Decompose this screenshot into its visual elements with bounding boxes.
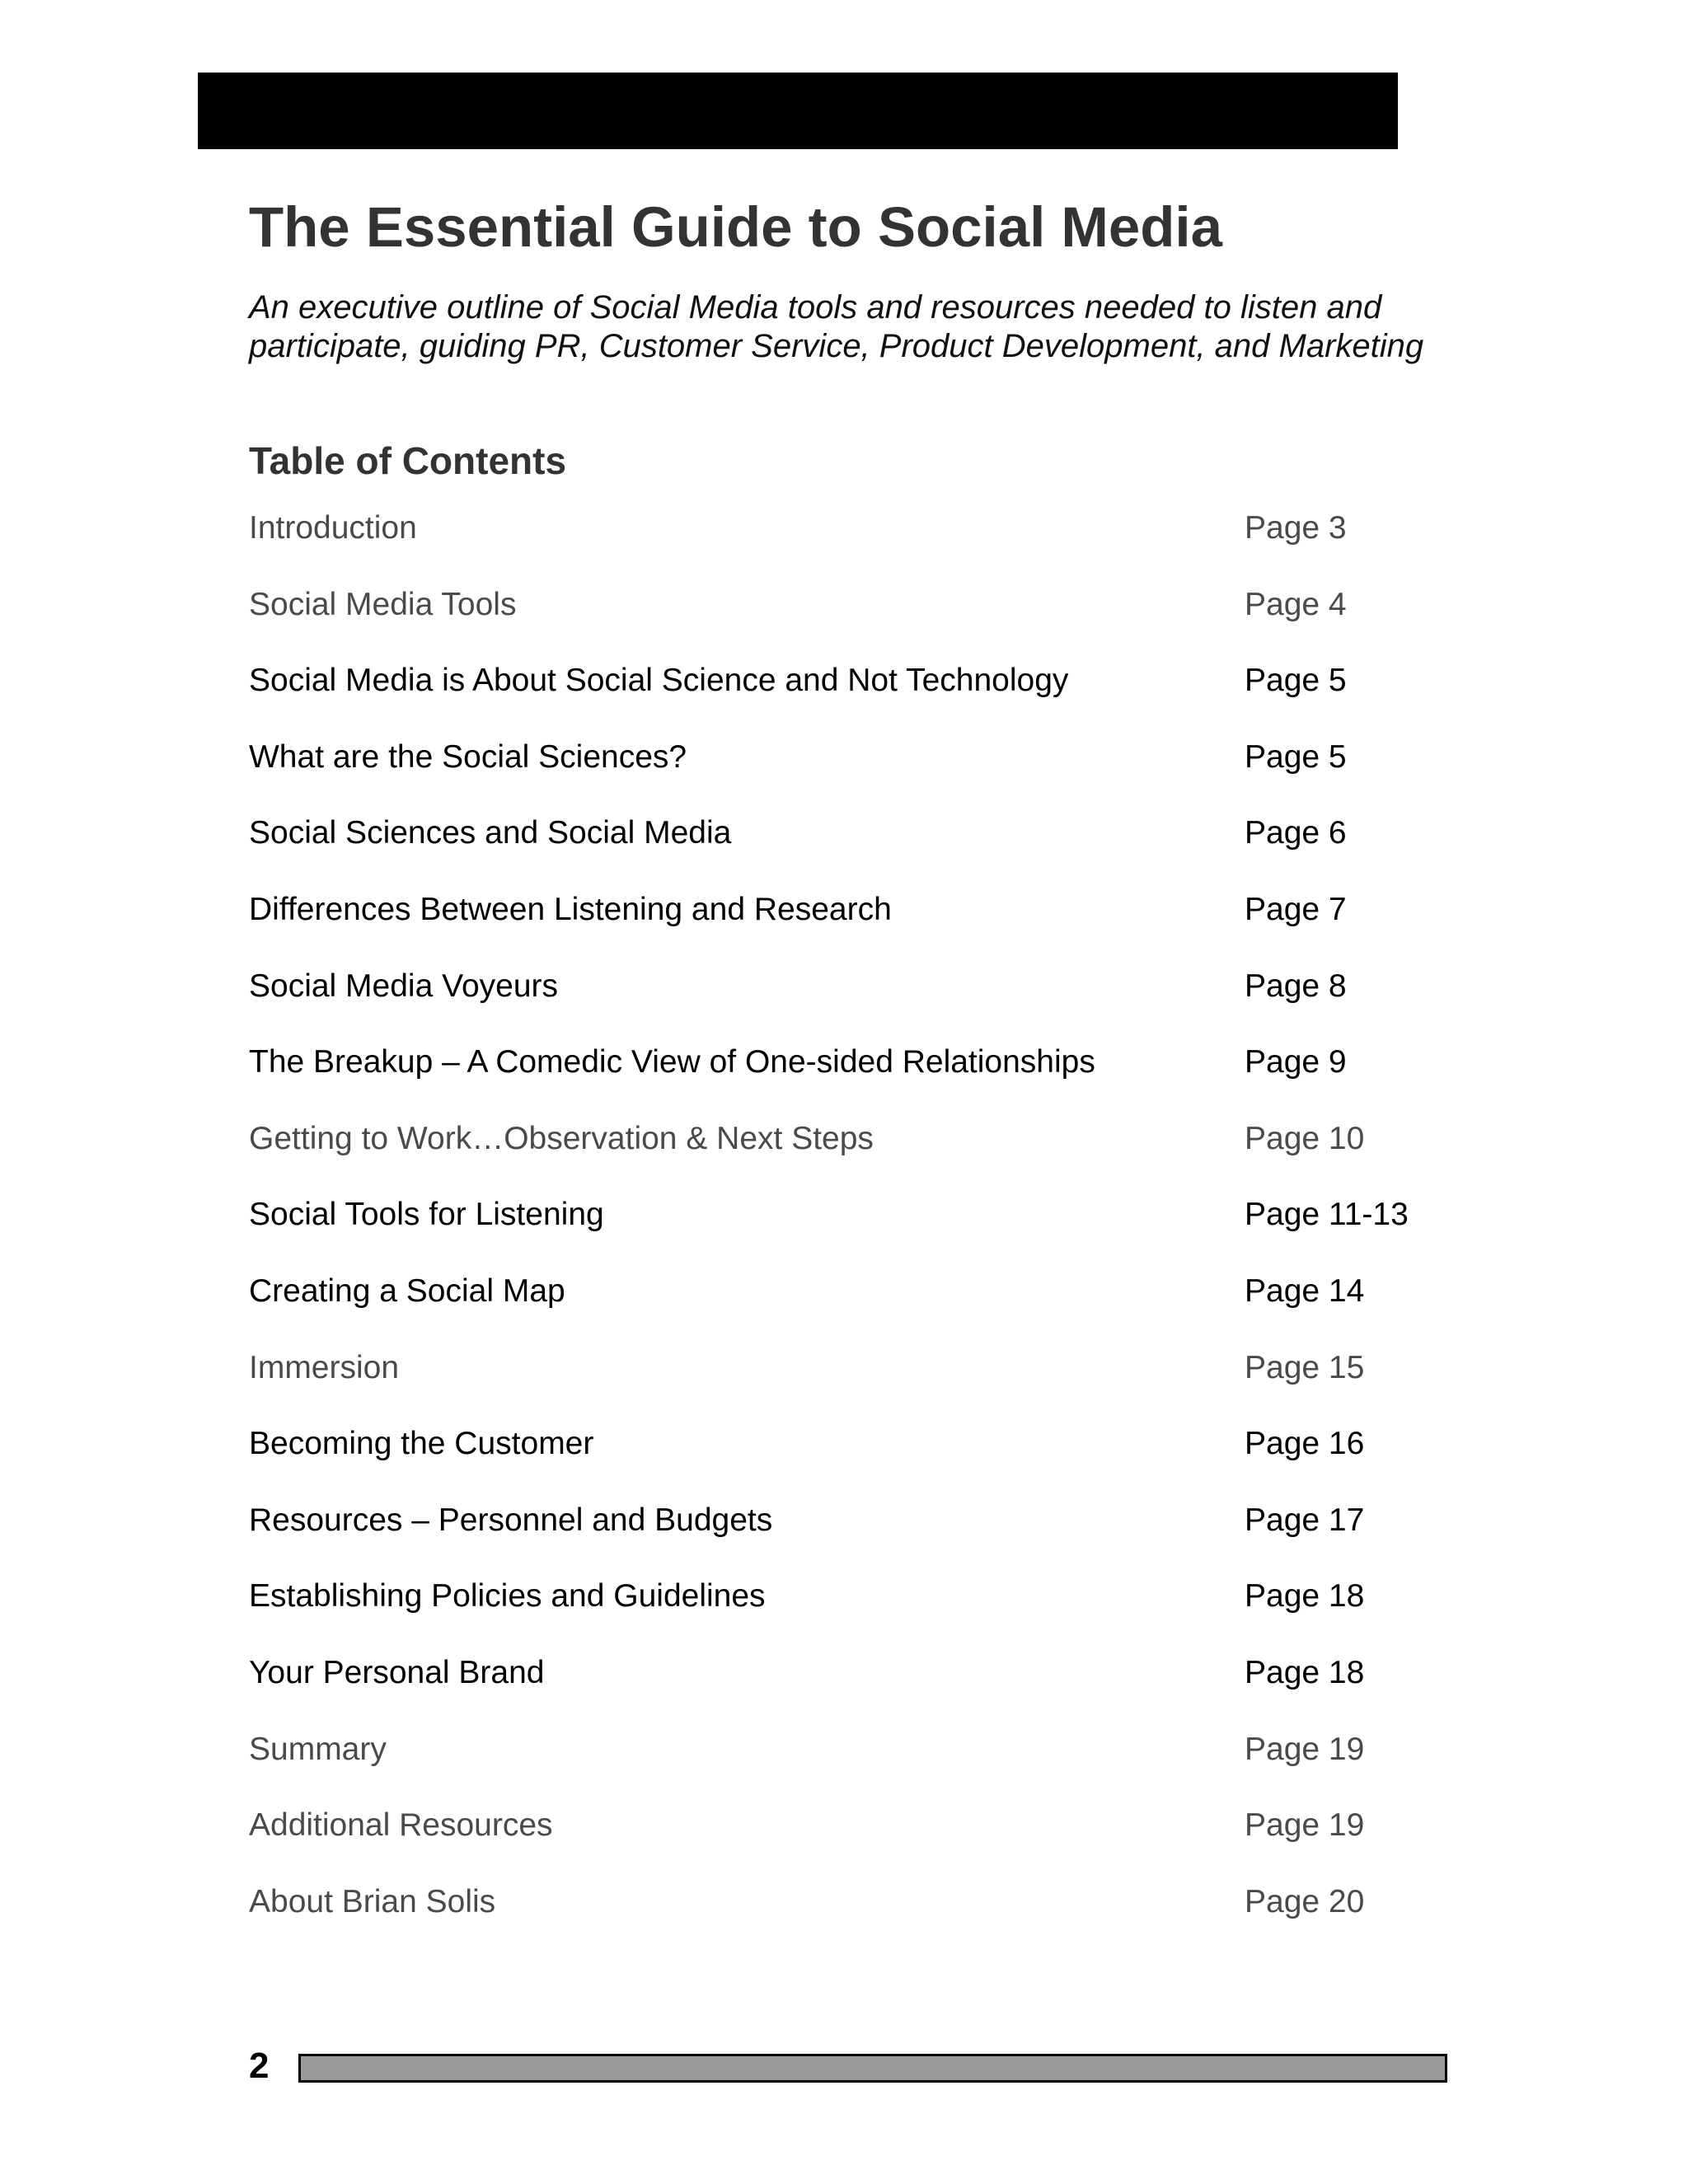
toc-entry-title: Resources – Personnel and Budgets bbox=[249, 1502, 773, 1538]
toc-entry-page: Page 3 bbox=[1245, 510, 1347, 546]
toc-entry-page: Page 15 bbox=[1245, 1349, 1365, 1385]
toc-entry-title: Social Media Voyeurs bbox=[249, 968, 559, 1004]
footer-bar bbox=[298, 2054, 1447, 2083]
toc-entry-becoming-customer[interactable] bbox=[249, 1422, 1485, 1498]
toc-entry-title: Summary bbox=[249, 1731, 387, 1767]
toc-entry-page: Page 17 bbox=[1245, 1502, 1365, 1538]
toc-entry-title: Your Personal Brand bbox=[249, 1654, 545, 1690]
toc-entry-page: Page 5 bbox=[1245, 663, 1347, 699]
toc-entry-page: Page 10 bbox=[1245, 1120, 1365, 1156]
toc-entry-policies-guidelines[interactable] bbox=[249, 1574, 1485, 1651]
toc-entry-page: Page 9 bbox=[1245, 1044, 1347, 1080]
toc-entry-summary[interactable] bbox=[249, 1727, 1485, 1804]
toc-entry-title: Social Media Tools bbox=[249, 586, 517, 622]
toc-entry-listening-vs-research[interactable] bbox=[249, 888, 1485, 964]
toc-entry-social-sciences-and-media[interactable] bbox=[249, 811, 1485, 888]
subtitle-line-2: participate, guiding PR, Customer Service, Product Development, and Marketing bbox=[249, 328, 1424, 364]
toc-entry-page: Page 14 bbox=[1245, 1272, 1365, 1309]
toc-entry-title: Creating a Social Map bbox=[249, 1272, 565, 1309]
document-subtitle bbox=[249, 288, 1485, 366]
toc-entry-title: About Brian Solis bbox=[249, 1883, 496, 1919]
toc-entry-the-breakup[interactable] bbox=[249, 1040, 1485, 1117]
toc-entry-page: Page 8 bbox=[1245, 968, 1347, 1004]
toc-entry-title: Getting to Work…Observation & Next Steps bbox=[249, 1120, 874, 1156]
toc-entry-social-science[interactable] bbox=[249, 658, 1485, 735]
toc-entry-title: The Breakup – A Comedic View of One-sided Relationships bbox=[249, 1044, 1095, 1080]
toc-entry-immersion[interactable] bbox=[249, 1346, 1485, 1422]
toc-entry-page: Page 7 bbox=[1245, 891, 1347, 927]
toc-entry-page: Page 11-13 bbox=[1245, 1197, 1409, 1233]
toc-entry-page: Page 4 bbox=[1245, 586, 1347, 622]
toc-entry-title: Additional Resources bbox=[249, 1807, 553, 1844]
toc-entry-page: Page 5 bbox=[1245, 738, 1347, 775]
toc-entry-what-are-social-sciences[interactable] bbox=[249, 735, 1485, 812]
toc-entry-page: Page 19 bbox=[1245, 1731, 1365, 1767]
toc-entry-resources-personnel[interactable] bbox=[249, 1498, 1485, 1575]
toc-entry-about-author[interactable] bbox=[249, 1880, 1485, 1957]
toc-entry-page: Page 20 bbox=[1245, 1883, 1365, 1919]
page-number: 2 bbox=[249, 2046, 270, 2086]
toc-entry-title: Becoming the Customer bbox=[249, 1426, 594, 1462]
toc-entry-additional-resources[interactable] bbox=[249, 1803, 1485, 1880]
toc-entry-page: Page 16 bbox=[1245, 1426, 1365, 1462]
toc-entry-social-media-tools[interactable] bbox=[249, 583, 1485, 659]
toc-heading: Table of Contents bbox=[249, 439, 567, 482]
toc-entry-title: Immersion bbox=[249, 1349, 400, 1385]
toc-entry-title: Social Tools for Listening bbox=[249, 1197, 604, 1233]
toc-entry-title: What are the Social Sciences? bbox=[249, 738, 687, 775]
toc-entry-page: Page 18 bbox=[1245, 1654, 1365, 1690]
document-title: The Essential Guide to Social Media bbox=[249, 195, 1222, 259]
table-of-contents bbox=[249, 506, 1485, 1956]
toc-entry-title: Differences Between Listening and Research bbox=[249, 891, 892, 927]
toc-entry-getting-to-work[interactable] bbox=[249, 1117, 1485, 1193]
toc-entry-personal-brand[interactable] bbox=[249, 1651, 1485, 1727]
toc-entry-page: Page 19 bbox=[1245, 1807, 1365, 1844]
toc-entry-voyeurs[interactable] bbox=[249, 964, 1485, 1041]
toc-entry-introduction[interactable] bbox=[249, 506, 1485, 583]
toc-entry-social-map[interactable] bbox=[249, 1269, 1485, 1346]
toc-entry-page: Page 18 bbox=[1245, 1578, 1365, 1615]
header-bar bbox=[198, 73, 1398, 149]
toc-entry-title: Introduction bbox=[249, 510, 417, 546]
toc-entry-title: Social Sciences and Social Media bbox=[249, 815, 732, 851]
toc-entry-page: Page 6 bbox=[1245, 815, 1347, 851]
subtitle-line-1: An executive outline of Social Media tools and resources needed to listen and bbox=[249, 289, 1382, 326]
toc-entry-title: Establishing Policies and Guidelines bbox=[249, 1578, 766, 1615]
toc-entry-title: Social Media is About Social Science and Not Technology bbox=[249, 663, 1069, 699]
toc-entry-social-tools-listening[interactable] bbox=[249, 1193, 1485, 1269]
